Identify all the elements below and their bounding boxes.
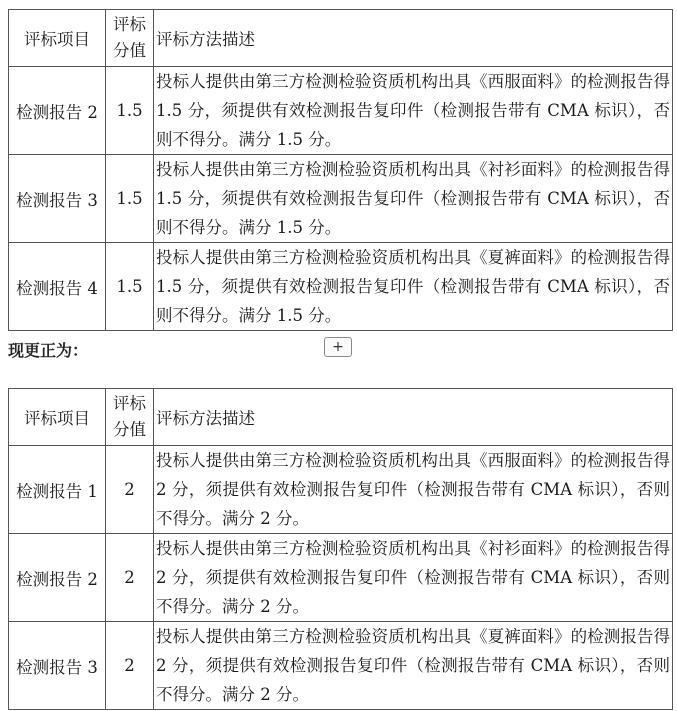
table-header-row [9,10,673,67]
row-item: 检测报告 2 [9,67,106,155]
corrected-scoring-table [8,388,673,710]
row-description: 投标人提供由第三方检测检验资质机构出具《夏裤面料》的检测报告得 1.5 分，须提供有效检测报告复印件（检测报告带有 CMA 标识），否则不得分。满分 1.5 分。 [154,243,673,331]
row-description: 投标人提供由第三方检测检验资质机构出具《夏裤面料》的检测报告得 2 分，须提供有效检测报告复印件（检测报告带有 CMA 标识），否则不得分。满分 2 分。 [154,622,673,710]
row-score: 2 [106,534,154,622]
expand-button[interactable] [324,337,352,357]
row-item: 检测报告 2 [9,534,106,622]
table-row [9,534,673,622]
row-score: 1.5 [106,155,154,243]
row-description: 投标人提供由第三方检测检验资质机构出具《西服面料》的检测报告得 1.5 分，须提供有效检测报告复印件（检测报告带有 CMA 标识），否则不得分。满分 1.5 分。 [154,67,673,155]
row-item: 检测报告 4 [9,243,106,331]
table-row [9,243,673,331]
table-row [9,67,673,155]
header-item: 评标项目 [9,10,106,67]
row-score: 1.5 [106,67,154,155]
row-item: 检测报告 1 [9,446,106,534]
row-description: 投标人提供由第三方检测检验资质机构出具《衬衫面料》的检测报告得 1.5 分，须提供有效检测报告复印件（检测报告带有 CMA 标识），否则不得分。满分 1.5 分。 [154,155,673,243]
correction-line [8,336,672,362]
header-method: 评标方法描述 [154,10,673,67]
row-item: 检测报告 3 [9,622,106,710]
table-row [9,155,673,243]
original-scoring-table [8,9,673,331]
plus-icon: + [332,339,344,355]
header-score: 评标分值 [106,389,154,446]
header-item: 评标项目 [9,389,106,446]
table-header-row [9,389,673,446]
row-item: 检测报告 3 [9,155,106,243]
row-score: 2 [106,446,154,534]
row-score: 1.5 [106,243,154,331]
table-row [9,446,673,534]
row-score: 2 [106,622,154,710]
correction-label: 现更正为： [8,341,89,360]
row-description: 投标人提供由第三方检测检验资质机构出具《衬衫面料》的检测报告得 2 分，须提供有效检测报告复印件（检测报告带有 CMA 标识），否则不得分。满分 2 分。 [154,534,673,622]
header-method: 评标方法描述 [154,389,673,446]
table-row [9,622,673,710]
row-description: 投标人提供由第三方检测检验资质机构出具《西服面料》的检测报告得 2 分，须提供有效检测报告复印件（检测报告带有 CMA 标识），否则不得分。满分 2 分。 [154,446,673,534]
header-score: 评标分值 [106,10,154,67]
